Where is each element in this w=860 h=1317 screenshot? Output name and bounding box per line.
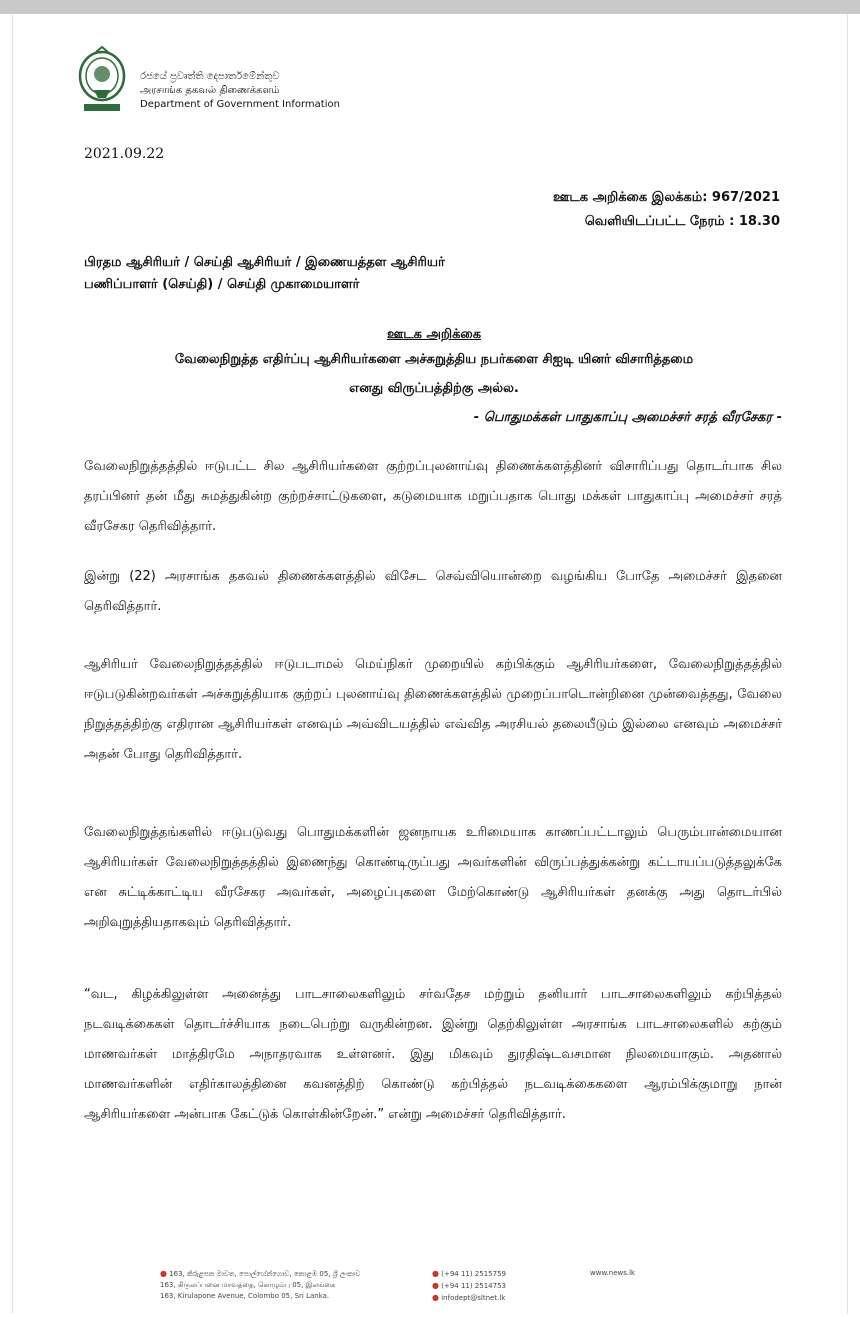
recipients-line-1: பிரதம ஆசிரியர் / செய்தி ஆசிரியர் / இணையத்தள ஆசிரியர் xyxy=(84,255,445,270)
viewer-top-bar xyxy=(0,0,860,14)
org-english: Department of Government Information xyxy=(140,99,340,110)
recipients-line-2: பணிப்பாளர் (செய்தி) / செய்தி முகாமையாளர் xyxy=(84,277,360,292)
email-icon: ● xyxy=(432,1293,439,1302)
org-sinhala: රජයේ ප්‍රවෘත්ති දෙපාර්තමේන්තුව xyxy=(140,71,280,82)
footer-fax: (+94 11) 2514753 xyxy=(441,1282,506,1290)
footer-telephone: (+94 11) 2515759 xyxy=(441,1270,506,1278)
footer-contacts xyxy=(432,1268,506,1304)
body-paragraph-3: ஆசிரியர் வேலைநிறுத்தத்தில் ஈடுபடாமல் மெய்நிகர் முறையில் கற்பிக்கும் ஆசிரியர்களை, வேலைநிறுத்தத்தில் ஈடுபடுகின்றவர்கள் அச்சுறுத்தியாக குற்றப் புலனாய்வு திணைக்களத்தில் முறைப்பாடொன்றினை முன்வைத்தது, வேலை நிறுத்தத்திற்கு எதிரான ஆசிரியர்கள் எனவும் அவ்விடயத்தில் எவ்வித அரசியல் தலையீடும் இல்லை எனவும் அமைச்சர் அதன் போது தெரிவித்தார். xyxy=(84,657,782,762)
address-sinhala: 163, කිරුළපන මාවත, පොල්හේන්ගොඩ, කොළඹ 05, ශ්‍රී ලංකාව xyxy=(169,1270,361,1278)
release-time: வெளியிடப்பட்ட நேரம் : 18.30 xyxy=(584,214,780,229)
bullet-icon: ● xyxy=(160,1269,167,1278)
body-paragraph-5: “வட, கிழக்கிலுள்ள அனைத்து பாடசாலைகளிலும் சர்வதேச மற்றும் தனியார் பாடசாலைகளிலும் கற்பித்தல் நடவடிக்கைகள் தொடர்ச்சியாக நடைபெற்று வருகின்றன. இன்று தெற்கிலுள்ள அரசாங்க பாடசாலைகளில் கற்கும் மாணவர்கள் மாத்திரமே அநாதரவாக உள்ளனர். இது மிகவும் துரதிஷ்டவசமான நிலமையாகும். அதனால் மாணவர்களின் எதிர்காலத்தினை கவனத்திற் கொண்டு கற்பித்தல் நடவடிக்கைகளை ஆரம்பிக்குமாறு நான் ஆசிரியர்களை அன்பாக கேட்டுக் கொள்கின்றேன்.” என்று அமைச்சர் தெரிவித்தார். xyxy=(84,987,782,1122)
release-date: 2021.09.22 xyxy=(84,146,165,162)
government-emblem-icon xyxy=(76,46,128,118)
body-paragraph-2: இன்று (22) அரசாங்க தகவல் திணைக்களத்தில் விசேட செவ்வியொன்றை வழங்கிய போதே அமைச்சர் இதனை தெரிவித்தார். xyxy=(84,569,782,614)
release-number: ஊடக அறிக்கை இலக்கம்: 967/2021 xyxy=(553,190,780,205)
address-tamil: 163, கிருலப்பனை மாவத்தை, கொழும்பு 05, இலங்கை xyxy=(160,1281,336,1289)
body-paragraph-1: வேலைநிறுத்தத்தில் ஈடுபட்ட சில ஆசிரியர்களை குற்றப்புலனாய்வு திணைக்களத்தினர் விசாரிப்பது தொடர்பாக சில தரப்பினர் தன் மீது சுமத்துகின்ற குற்றச்சாட்டுகளை, கடுமையாக மறுப்பதாக பொது மக்கள் பாதுகாப்பு அமைச்சர் சரத் வீரசேகர தெரிவித்தார். xyxy=(84,459,782,534)
org-tamil: அரசாங்க தகவல் திணைக்களம் xyxy=(140,85,280,96)
press-release-label: ஊடக அறிக்கை xyxy=(386,327,482,342)
footer-website: www.news.lk xyxy=(590,1269,636,1277)
headline-line-2: எனது விருப்பத்திற்கு அல்ல. xyxy=(349,381,519,396)
phone-icon: ● xyxy=(432,1269,439,1278)
organization-name xyxy=(140,70,340,112)
footer-address xyxy=(160,1268,360,1302)
release-reference xyxy=(553,186,780,234)
fax-icon: ● xyxy=(432,1281,439,1290)
headline-line-1: வேலைநிறுத்த எதிர்ப்பு ஆசிரியர்களை அச்சுறுத்திய நபர்களை சிஐடி யினர் விசாரித்தமை xyxy=(174,352,694,367)
headline-attribution: - பொதுமக்கள் பாதுகாப்பு அமைச்சர் சரத் வீரசேகர - xyxy=(473,410,782,425)
recipients xyxy=(84,252,445,296)
address-english: 163, Kirulapone Avenue, Colombo 05, Sri Lanka. xyxy=(160,1292,330,1300)
body-paragraph-4: வேலைநிறுத்தங்களில் ஈடுபடுவது பொதுமக்களின் ஜனநாயக உரிமையாக காணப்பட்டாலும் பெரும்பான்மையான ஆசிரியர்கள் வேலைநிறுத்தத்தில் இணைந்து கொண்டிருப்பது அவர்களின் விருப்பத்துக்கன்று கட்டாயப்படுத்தலுக்கே என சுட்டிக்காட்டிய வீரசேகர அவர்கள், அழைப்புகளை மேற்கொண்டு ஆசிரியர்கள் தனக்கு அது தொடர்பில் அறிவுறுத்தியதாகவும் தெரிவித்தார். xyxy=(84,825,782,930)
footer-email: infodept@sltnet.lk xyxy=(441,1294,506,1302)
